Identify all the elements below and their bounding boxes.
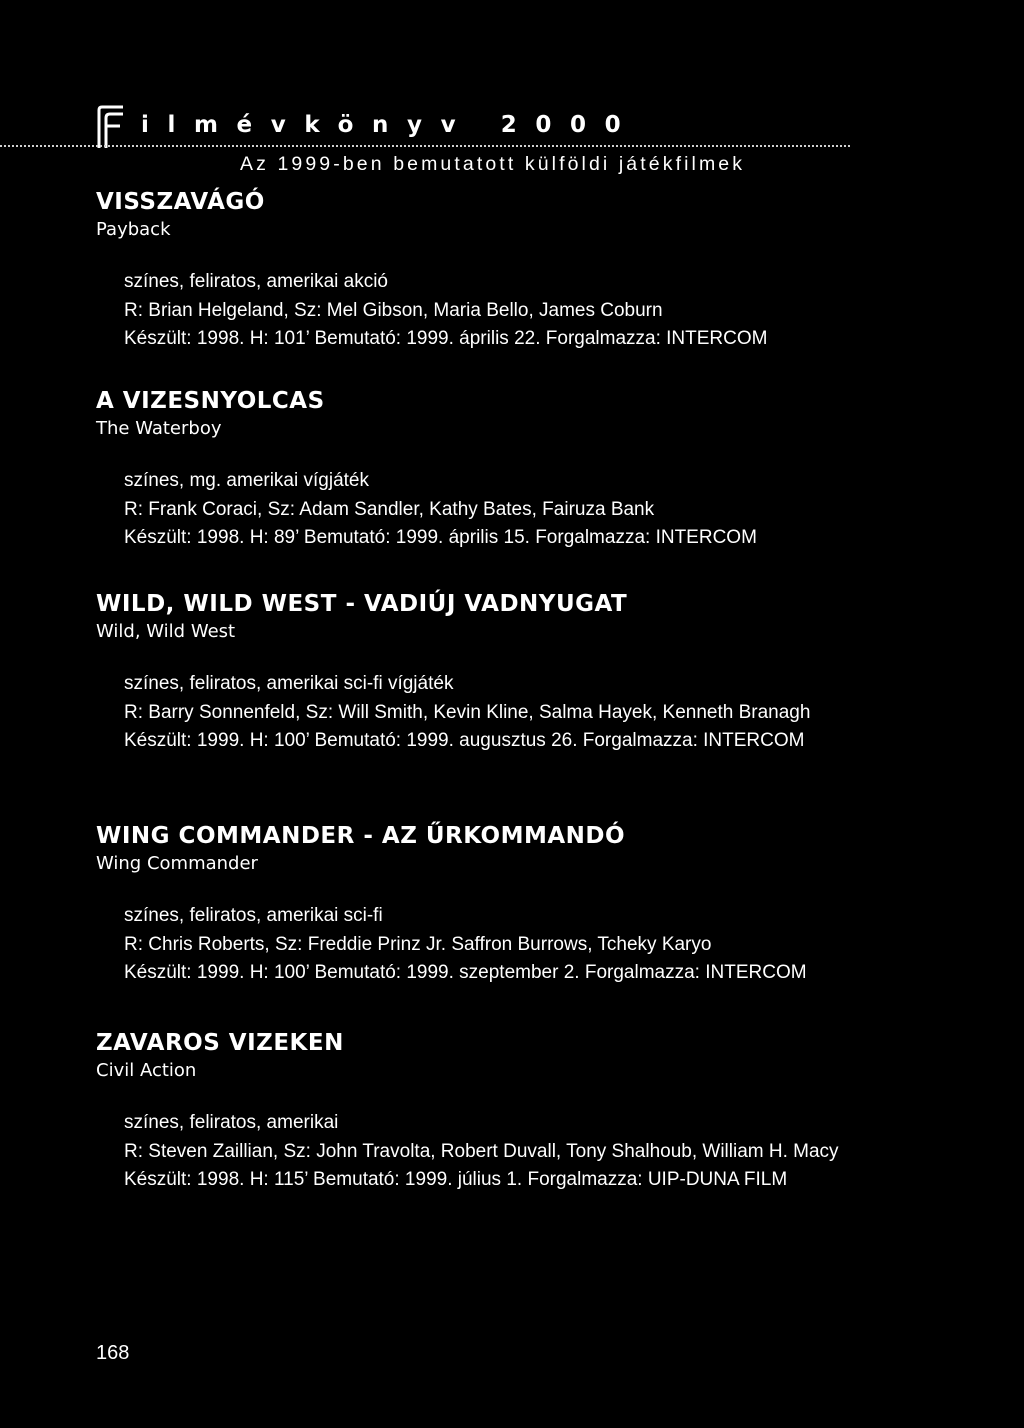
section-subtitle: Az 1999-ben bemutatott külföldi játékfilmek: [240, 153, 746, 175]
film-original-title: The Waterboy: [96, 418, 222, 439]
film-genre: színes, feliratos, amerikai akció: [124, 271, 388, 292]
film-original-title: Civil Action: [96, 1060, 197, 1081]
dotted-divider: [0, 145, 850, 147]
film-title: WILD, WILD WEST - VADIÚJ VADNYUGAT: [96, 591, 628, 617]
film-release: Készült: 1998. H: 115’ Bemutató: 1999. július 1. Forgalmazza: UIP-DUNA FILM: [124, 1169, 788, 1190]
film-details: [96, 268, 856, 354]
film-credits: R: Chris Roberts, Sz: Freddie Prinz Jr. Saffron Burrows, Tcheky Karyo: [124, 933, 712, 955]
yearbook-title: ilmévkönyv 2000: [141, 112, 640, 138]
film-credits: R: Barry Sonnenfeld, Sz: Will Smith, Kevin Kline, Salma Hayek, Kenneth Branagh: [124, 701, 811, 723]
film-genre: színes, feliratos, amerikai sci-fi vígjáték: [124, 673, 454, 694]
film-title: ZAVAROS VIZEKEN: [96, 1030, 344, 1056]
film-entry: [96, 821, 856, 988]
film-genre: színes, feliratos, amerikai sci-fi: [124, 905, 383, 926]
page-number: 168: [96, 1342, 130, 1364]
film-original-title: Wing Commander: [96, 853, 258, 874]
film-genre: színes, mg. amerikai vígjáték: [124, 470, 369, 491]
film-details: [96, 467, 856, 553]
film-entry: [96, 386, 856, 553]
film-details: [96, 1109, 856, 1195]
film-f-logo-icon: [96, 104, 126, 150]
film-entry: [96, 1028, 856, 1195]
film-details: [96, 902, 856, 988]
film-credits: R: Frank Coraci, Sz: Adam Sandler, Kathy Bates, Fairuza Bank: [124, 498, 655, 520]
film-entry: [96, 589, 856, 756]
film-title: A VIZESNYOLCAS: [96, 388, 325, 414]
film-credits: R: Steven Zaillian, Sz: John Travolta, Robert Duvall, Tony Shalhoub, William H. Macy: [124, 1140, 839, 1162]
film-release: Készült: 1999. H: 100’ Bemutató: 1999. augusztus 26. Forgalmazza: INTERCOM: [124, 730, 805, 751]
film-details: [96, 670, 856, 756]
film-release: Készült: 1999. H: 100’ Bemutató: 1999. szeptember 2. Forgalmazza: INTERCOM: [124, 962, 807, 983]
film-genre: színes, feliratos, amerikai: [124, 1112, 339, 1133]
film-title: WING COMMANDER - AZ ŰRKOMMANDÓ: [96, 823, 626, 849]
film-release: Készült: 1998. H: 101’ Bemutató: 1999. április 22. Forgalmazza: INTERCOM: [124, 328, 768, 349]
film-title: VISSZAVÁGÓ: [96, 189, 265, 215]
film-entry: [96, 187, 856, 354]
page-header: [0, 100, 1024, 190]
film-original-title: Payback: [96, 219, 171, 240]
film-release: Készült: 1998. H: 89’ Bemutató: 1999. április 15. Forgalmazza: INTERCOM: [124, 527, 757, 548]
film-original-title: Wild, Wild West: [96, 621, 236, 642]
film-credits: R: Brian Helgeland, Sz: Mel Gibson, Maria Bello, James Coburn: [124, 299, 663, 321]
